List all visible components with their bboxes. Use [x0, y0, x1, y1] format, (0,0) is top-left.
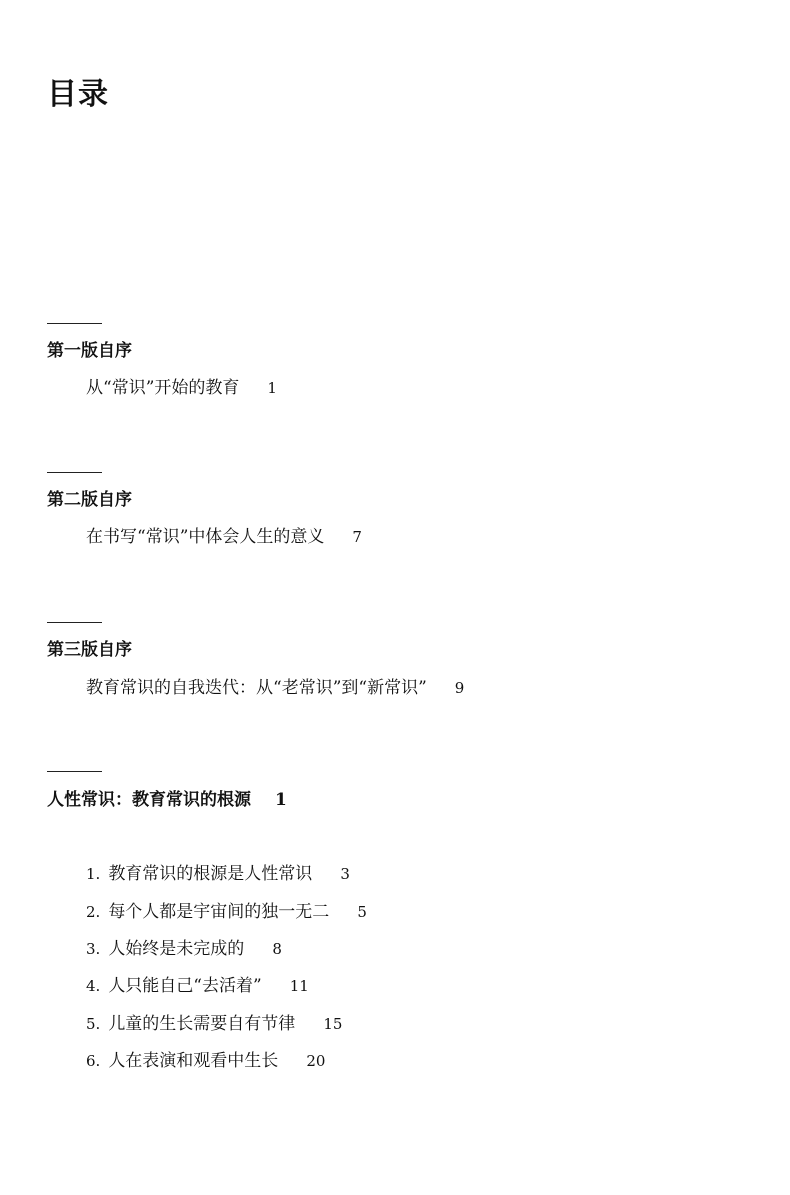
section-divider [47, 771, 102, 772]
section-heading-page: 1 [275, 790, 287, 810]
toc-entry-title: 教育常识的根源是人性常识 [108, 864, 313, 884]
toc-entry-title: 人只能自己“去活着” [108, 976, 262, 996]
toc-entry-title: 在书写“常识”中体会人生的意义 [86, 527, 325, 547]
toc-entry-title: 人在表演和观看中生长 [108, 1051, 279, 1071]
section-heading-label: 第一版自序 [47, 341, 132, 361]
toc-entry-number: 2. [86, 903, 101, 921]
toc-entry-page: 3 [340, 865, 350, 883]
toc-entry-number: 1. [86, 865, 101, 883]
toc-entry-page: 8 [272, 940, 282, 958]
toc-entry-page: 15 [323, 1015, 343, 1033]
toc-entry-title: 每个人都是宇宙间的独一无二 [108, 902, 330, 922]
toc-entry-number: 3. [86, 940, 101, 958]
section-heading-label: 第三版自序 [47, 640, 132, 660]
section-heading-label: 人性常识：教育常识的根源 [47, 790, 251, 810]
toc-entry[interactable] [86, 974, 309, 998]
toc-entry-page: 11 [289, 977, 309, 995]
toc-entry[interactable] [86, 676, 464, 700]
toc-entry-page: 5 [357, 903, 367, 921]
section-divider [47, 472, 102, 473]
toc-entry[interactable] [86, 862, 350, 886]
toc-entry-number: 5. [86, 1015, 101, 1033]
section-divider [47, 622, 102, 623]
toc-entry[interactable] [86, 937, 282, 961]
section-heading-label: 第二版自序 [47, 490, 132, 510]
toc-entry-number: 4. [86, 977, 101, 995]
section-heading-preface-3[interactable] [47, 638, 132, 662]
toc-entry-title: 教育常识的自我迭代：从“老常识”到“新常识” [86, 678, 427, 698]
toc-entry-page: 9 [454, 679, 465, 697]
toc-entry-page: 1 [267, 379, 277, 397]
toc-entry[interactable] [86, 525, 362, 549]
page-title: 目录 [47, 77, 109, 112]
toc-entry-title: 人始终是未完成的 [108, 939, 245, 959]
toc-entry-page: 7 [352, 528, 362, 546]
section-heading-preface-1[interactable] [47, 339, 132, 363]
toc-entry-title: 儿童的生长需要自有节律 [108, 1014, 296, 1034]
toc-entry-title: 从“常识”开始的教育 [86, 378, 240, 398]
section-heading-preface-2[interactable] [47, 488, 132, 512]
toc-entry[interactable] [86, 1049, 325, 1073]
toc-entry[interactable] [86, 376, 277, 400]
section-heading-human-nature[interactable] [47, 788, 287, 812]
toc-entry[interactable] [86, 1012, 342, 1036]
toc-entry[interactable] [86, 900, 367, 924]
toc-entry-page: 20 [306, 1052, 326, 1070]
toc-entry-number: 6. [86, 1052, 101, 1070]
section-divider [47, 323, 102, 324]
